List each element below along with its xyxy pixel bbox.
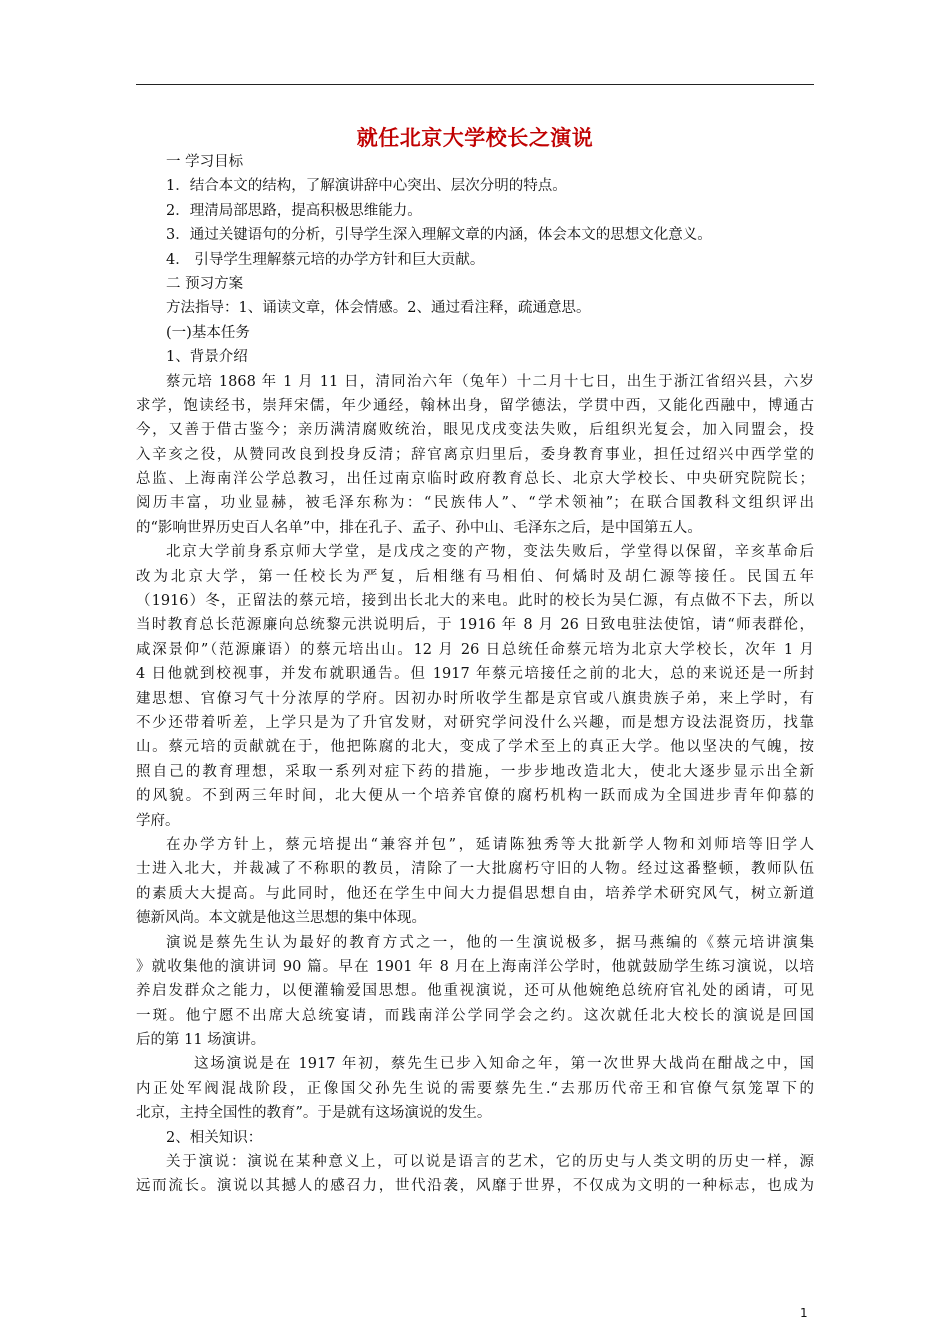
text-line: 入辛亥之役，从赞同改良到投身反清；辞官离京归里后，委身教育事业，担任过绍兴中西学堂的 xyxy=(136,446,814,463)
text-line: 士进入北大，并裁减了不称职的教员，清除了一大批腐朽守旧的人物。经过这番整顿，教师队伍 xyxy=(136,861,814,878)
text-line: 4． 引导学生理解蔡元培的办学方针和巨大贡献。 xyxy=(166,251,485,268)
subsection-heading: (一)基本任务 xyxy=(166,324,250,341)
text-line: 德新风尚。本文就是他这兰思想的集中体现。 xyxy=(136,910,426,927)
text-line: 求学，饱读经书，崇拜宋儒，年少通经，翰林出身，留学德法，学贯中西，又能化西融中，博通古 xyxy=(136,397,814,414)
section-heading: 二 预习方案 xyxy=(166,275,244,292)
text-line: 当时教育总长范源廉向总统黎元洪说明后，于 1916 年 8 月 26 日致电驻法使馆，请“师表群伦， xyxy=(136,617,814,634)
text-line: 后的第 11 场演讲。 xyxy=(136,1032,266,1049)
text-line: 的“影响世界历史百人名单”中，排在孔子、孟子、孙中山、毛泽东之后，是中国第五人。 xyxy=(136,519,702,536)
text-line: 养启发群众之能力，以便灌输爱国思想。他重视演说，还可从他婉绝总统府官礼处的函请，可见 xyxy=(136,983,814,1000)
text-line: 的风貌。不到两三年时间，北大便从一个培养官僚的腐朽机构一跃而成为全国进步青年仰慕的 xyxy=(136,788,814,805)
text-line: 2．理清局部思路，提高积极思维能力。 xyxy=(166,202,422,219)
text-line: 方法指导：1、诵读文章，体会情感。2、通过看注释，疏通意思。 xyxy=(166,300,591,317)
subsection-heading: 2、相关知识： xyxy=(166,1129,263,1146)
text-line: 照自己的教育理想，采取一系列对症下药的措施，一步步地改造北大，使北大逐步显示出全新 xyxy=(136,763,814,780)
page-number: 1 xyxy=(800,1306,808,1320)
text-line: 》就收集他的演讲词 90 篇。早在 1901 年 8 月在上海南洋公学时，他就鼓励学生练习演说，以培 xyxy=(136,958,814,975)
text-line: 的素质大大提高。与此同时，他还在学生中间大力提倡思想自由，培养学术研究风气，树立新道 xyxy=(136,885,814,902)
text-line: 演说是蔡先生认为最好的教育方式之一，他的一生演说极多，据马燕编的《蔡元培讲演集 xyxy=(166,934,814,951)
document-title: 就任北京大学校长之演说 xyxy=(356,126,594,150)
text-line: 咸深景仰”（范源廉语）的蔡元培出山。12 月 26 日总统任命蔡元培为北京大学校长，次年 1 月 xyxy=(136,641,814,658)
text-line: 山。蔡元培的贡献就在于，他把陈腐的北大，变成了学术至上的真正大学。他以坚决的气魄，按 xyxy=(136,739,814,756)
header-rule xyxy=(136,84,814,85)
text-line: 3．通过关键语句的分析，引导学生深入理解文章的内涵，体会本文的思想文化意义。 xyxy=(166,227,712,244)
text-line: 一斑。他宁愿不出席大总统宴请，而践南洋公学同学会之约。这次就任北大校长的演说是回国 xyxy=(136,1007,814,1024)
section-heading: 一 学习目标 xyxy=(166,154,244,170)
text-line: （1916）冬，正留法的蔡元培，接到出长北大的来电。此时的校长为吴仁源，有点做不下去，所以 xyxy=(136,593,814,610)
text-line: 今，又善于借古鉴今；亲历满清腐败统治，眼见戊戌变法失败，后组织光复会，加入同盟会，投 xyxy=(136,422,814,439)
text-line: 在办学方针上，蔡元培提出“兼容并包”，延请陈独秀等大批新学人物和刘师培等旧学人 xyxy=(166,836,814,853)
text-line: 总监、上海南洋公学总教习，出任过南京临时政府教育总长、北京大学校长、中央研究院院长； xyxy=(136,471,814,488)
text-line: 学府。 xyxy=(136,812,180,829)
text-line: 建思想、官僚习气十分浓厚的学府。因初办时所收学生都是京官或八旗贵族子弟，来上学时，有 xyxy=(136,690,814,707)
text-line: 关于演说：演说在某种意义上，可以说是语言的艺术，它的历史与人类文明的历史一样，源 xyxy=(166,1154,814,1171)
text-line: 内正处军阀混战阶段，正像国父孙先生说的需要蔡先生.“去那历代帝王和官僚气氛笼罩下的 xyxy=(136,1080,814,1097)
text-line: 北京大学前身系京师大学堂，是戊戌之变的产物，变法失败后，学堂得以保留，辛亥革命后 xyxy=(166,544,814,561)
text-line: 1．结合本文的结构，了解演讲辞中心突出、层次分明的特点。 xyxy=(166,178,567,195)
text-line: 这场演说是在 1917 年初，蔡先生已步入知命之年，第一次世界大战尚在酣战之中，国 xyxy=(194,1056,814,1073)
document-body xyxy=(136,150,814,1199)
text-line: 蔡元培 1868 年 1 月 11 日，清同治六年（兔年）十二月十七日，出生于浙江省绍兴县，六岁 xyxy=(166,373,814,390)
text-line: 北京，主持全国性的教育”。于是就有这场演说的发生。 xyxy=(136,1105,492,1122)
text-line: 改为北京大学，第一任校长为严复，后相继有马相伯、何燏时及胡仁源等接任。民国五年 xyxy=(136,568,814,585)
subsection-heading: 1、背景介绍 xyxy=(166,349,248,366)
text-line: 远而流长。演说以其撼人的感召力，世代沿袭，风靡于世界，不仅成为文明的一种标志，也成为 xyxy=(136,1178,814,1195)
text-line: 不少还带着听差，上学只是为了升官发财，对研究学问没什么兴趣，而是想方设法混资历，找靠 xyxy=(136,714,814,731)
text-line: 4 日他就到校视事，并发布就职通告。但 1917 年蔡元培接任之前的北大，总的来说还是一所封 xyxy=(136,666,814,683)
text-line: 阅历丰富，功业显赫，被毛泽东称为：“民族伟人”、“学术领袖”；在联合国教科文组织评出 xyxy=(136,495,814,512)
